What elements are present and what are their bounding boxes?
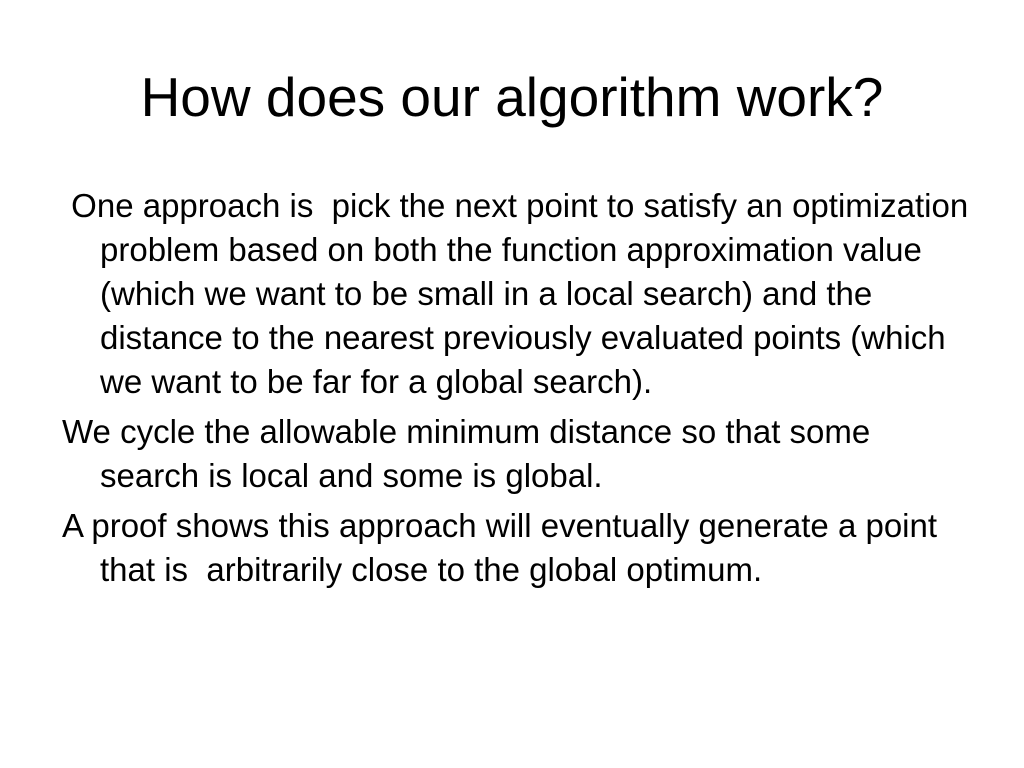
paragraph-approach: One approach is pick the next point to satisfy an optimization problem based on both the function approximation value (which we want to be small in a local search) and the distance to the nearest previously evaluated points (which we want to be far for a global search).: [62, 187, 978, 400]
paragraph-proof: A proof shows this approach will eventually generate a point that is arbitrarily close to the global optimum.: [62, 507, 947, 588]
paragraph-cycle-distance: We cycle the allowable minimum distance so that some search is local and some is global.: [62, 413, 880, 494]
slide-body: [62, 184, 978, 598]
slide-title: How does our algorithm work?: [140, 66, 884, 128]
